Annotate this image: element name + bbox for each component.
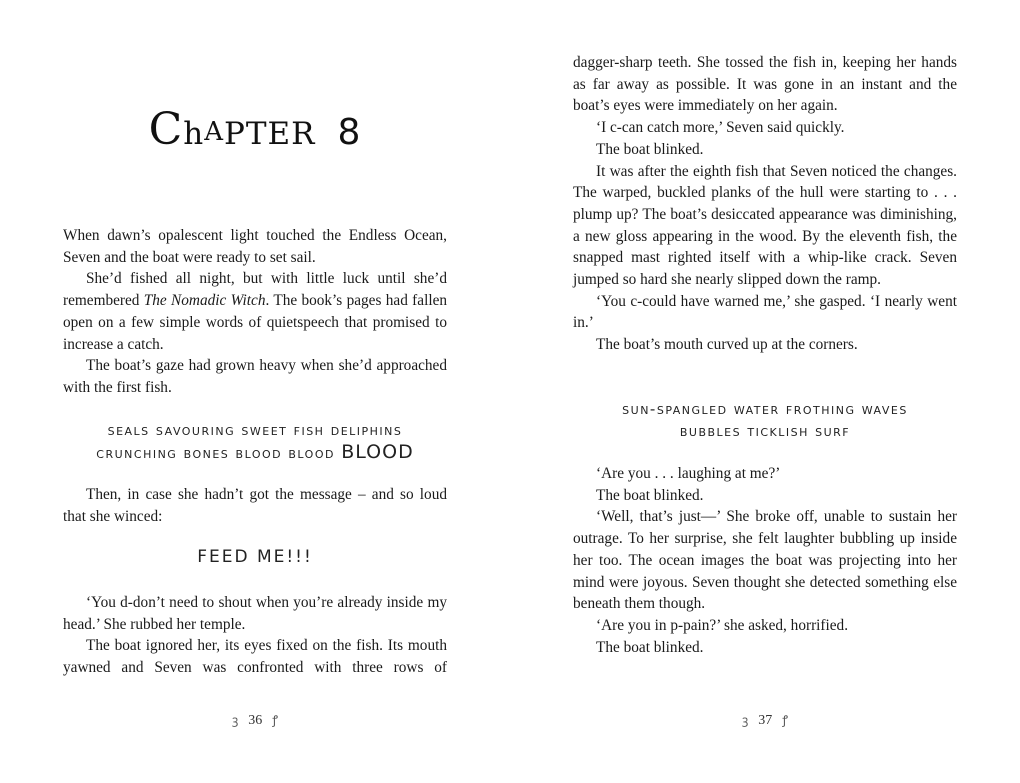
paragraph: ‘You d-don’t need to shout when you’re already inside my head.’ She rubbed her temple. (63, 594, 447, 633)
body-text-block-2 (573, 463, 957, 658)
chapter-title (63, 104, 447, 155)
paragraph: ‘Are you . . . laughing at me?’ (596, 465, 781, 482)
folio-ornament-right-icon: ꝭ (782, 713, 788, 727)
chapter-number: 8 (337, 112, 362, 153)
paragraph: The boat ignored her, its eyes fixed on the fish. Its mouth yawned and Seven was confronted with three rows of (63, 637, 447, 677)
paragraph: ‘You c-could have warned me,’ she gasped. ‘I nearly went in.’ (573, 292, 957, 332)
paragraph: The boat blinked. (596, 140, 704, 158)
page-number-text: 37 (758, 713, 773, 728)
paragraph (63, 268, 447, 355)
chapter-title-a: A (204, 117, 224, 147)
paragraph: When dawn’s opalescent light touched the Endless Ocean, Seven and the boat were ready to set sail. (63, 227, 447, 266)
quietspeech-block-1 (63, 420, 447, 464)
chapter-title-initial: C (148, 104, 184, 155)
page-number (573, 711, 957, 729)
folio-ornament-left-icon: ꝫ (232, 713, 239, 727)
body-text-block-3 (63, 592, 447, 679)
folio-ornament-left-icon: ꝫ (742, 713, 749, 727)
quietspeech-line: sun-spangled water frothing waves (622, 400, 908, 418)
book-title-italic: The Nomadic Witch (143, 292, 266, 310)
quietspeech-line (63, 442, 447, 465)
paragraph-text: She’d fished all night, but with little luck until she’d remembered (63, 270, 447, 310)
paragraph: dagger-sharp teeth. She tossed the fish in, keeping her hands as far away as possible. It was gone in an instant and the boat’s eyes were immediately on her again. (573, 54, 957, 115)
paragraph: The boat blinked. (596, 486, 704, 504)
body-text-block-1 (573, 52, 957, 356)
paragraph: The boat’s mouth curved up at the corners. (596, 336, 858, 354)
body-text-block-1 (63, 225, 447, 399)
shout-text: FEED ME!!! (197, 547, 313, 567)
left-page (63, 0, 447, 783)
quietspeech-block-2 (573, 399, 957, 442)
quietspeech-line: seals savouring sweet fish deliphins (107, 421, 403, 439)
body-text-block-2 (63, 484, 447, 527)
page-number-text: 36 (248, 713, 263, 728)
paragraph: ‘I c-can catch more,’ Seven said quickly. (596, 119, 845, 137)
quietspeech-text: crunching bones blood blood (96, 443, 335, 462)
folio-ornament-right-icon: ꝭ (272, 713, 278, 727)
paragraph: It was after the eighth fish that Seven noticed the changes. The warped, buckled planks of the hull were starting to . . . plump up? The boat’s desiccated appearance was diminishing, a new gloss appearing in the wood. By the eleventh fish, the snapped mast righted itself with a whip-like crack. Seven jumped so hard she nearly slipped down the ramp. (573, 162, 957, 289)
paragraph: ‘Well, that’s just—’ She broke off, unable to sustain her outrage. To her surprise, she felt laughter bubbling up inside her too. The ocean images the boat was projecting into her mind were joyous. Seven thought she detected something else beneath them though. (573, 508, 957, 613)
paragraph: ‘Are you in p-pain?’ she asked, horrified. (596, 616, 849, 634)
paragraph: The boat’s gaze had grown heavy when she’d approached with the first fish. (63, 357, 447, 396)
quietspeech-line: bubbles ticklish surf (679, 421, 851, 440)
page-number (63, 711, 447, 729)
chapter-title-h: h (183, 116, 205, 152)
paragraph: The boat blinked. (596, 638, 704, 656)
paragraph-text: . The book’s pages had fallen open on a few simple words of quietspeech that promised to increase a catch. (63, 292, 448, 353)
paragraph: Then, in case she hadn’t got the message – and so loud that she winced: (63, 486, 447, 525)
quietspeech-loud-word: BLOOD (341, 440, 414, 463)
right-page (573, 0, 957, 783)
chapter-title-rest: PTER (224, 116, 316, 152)
